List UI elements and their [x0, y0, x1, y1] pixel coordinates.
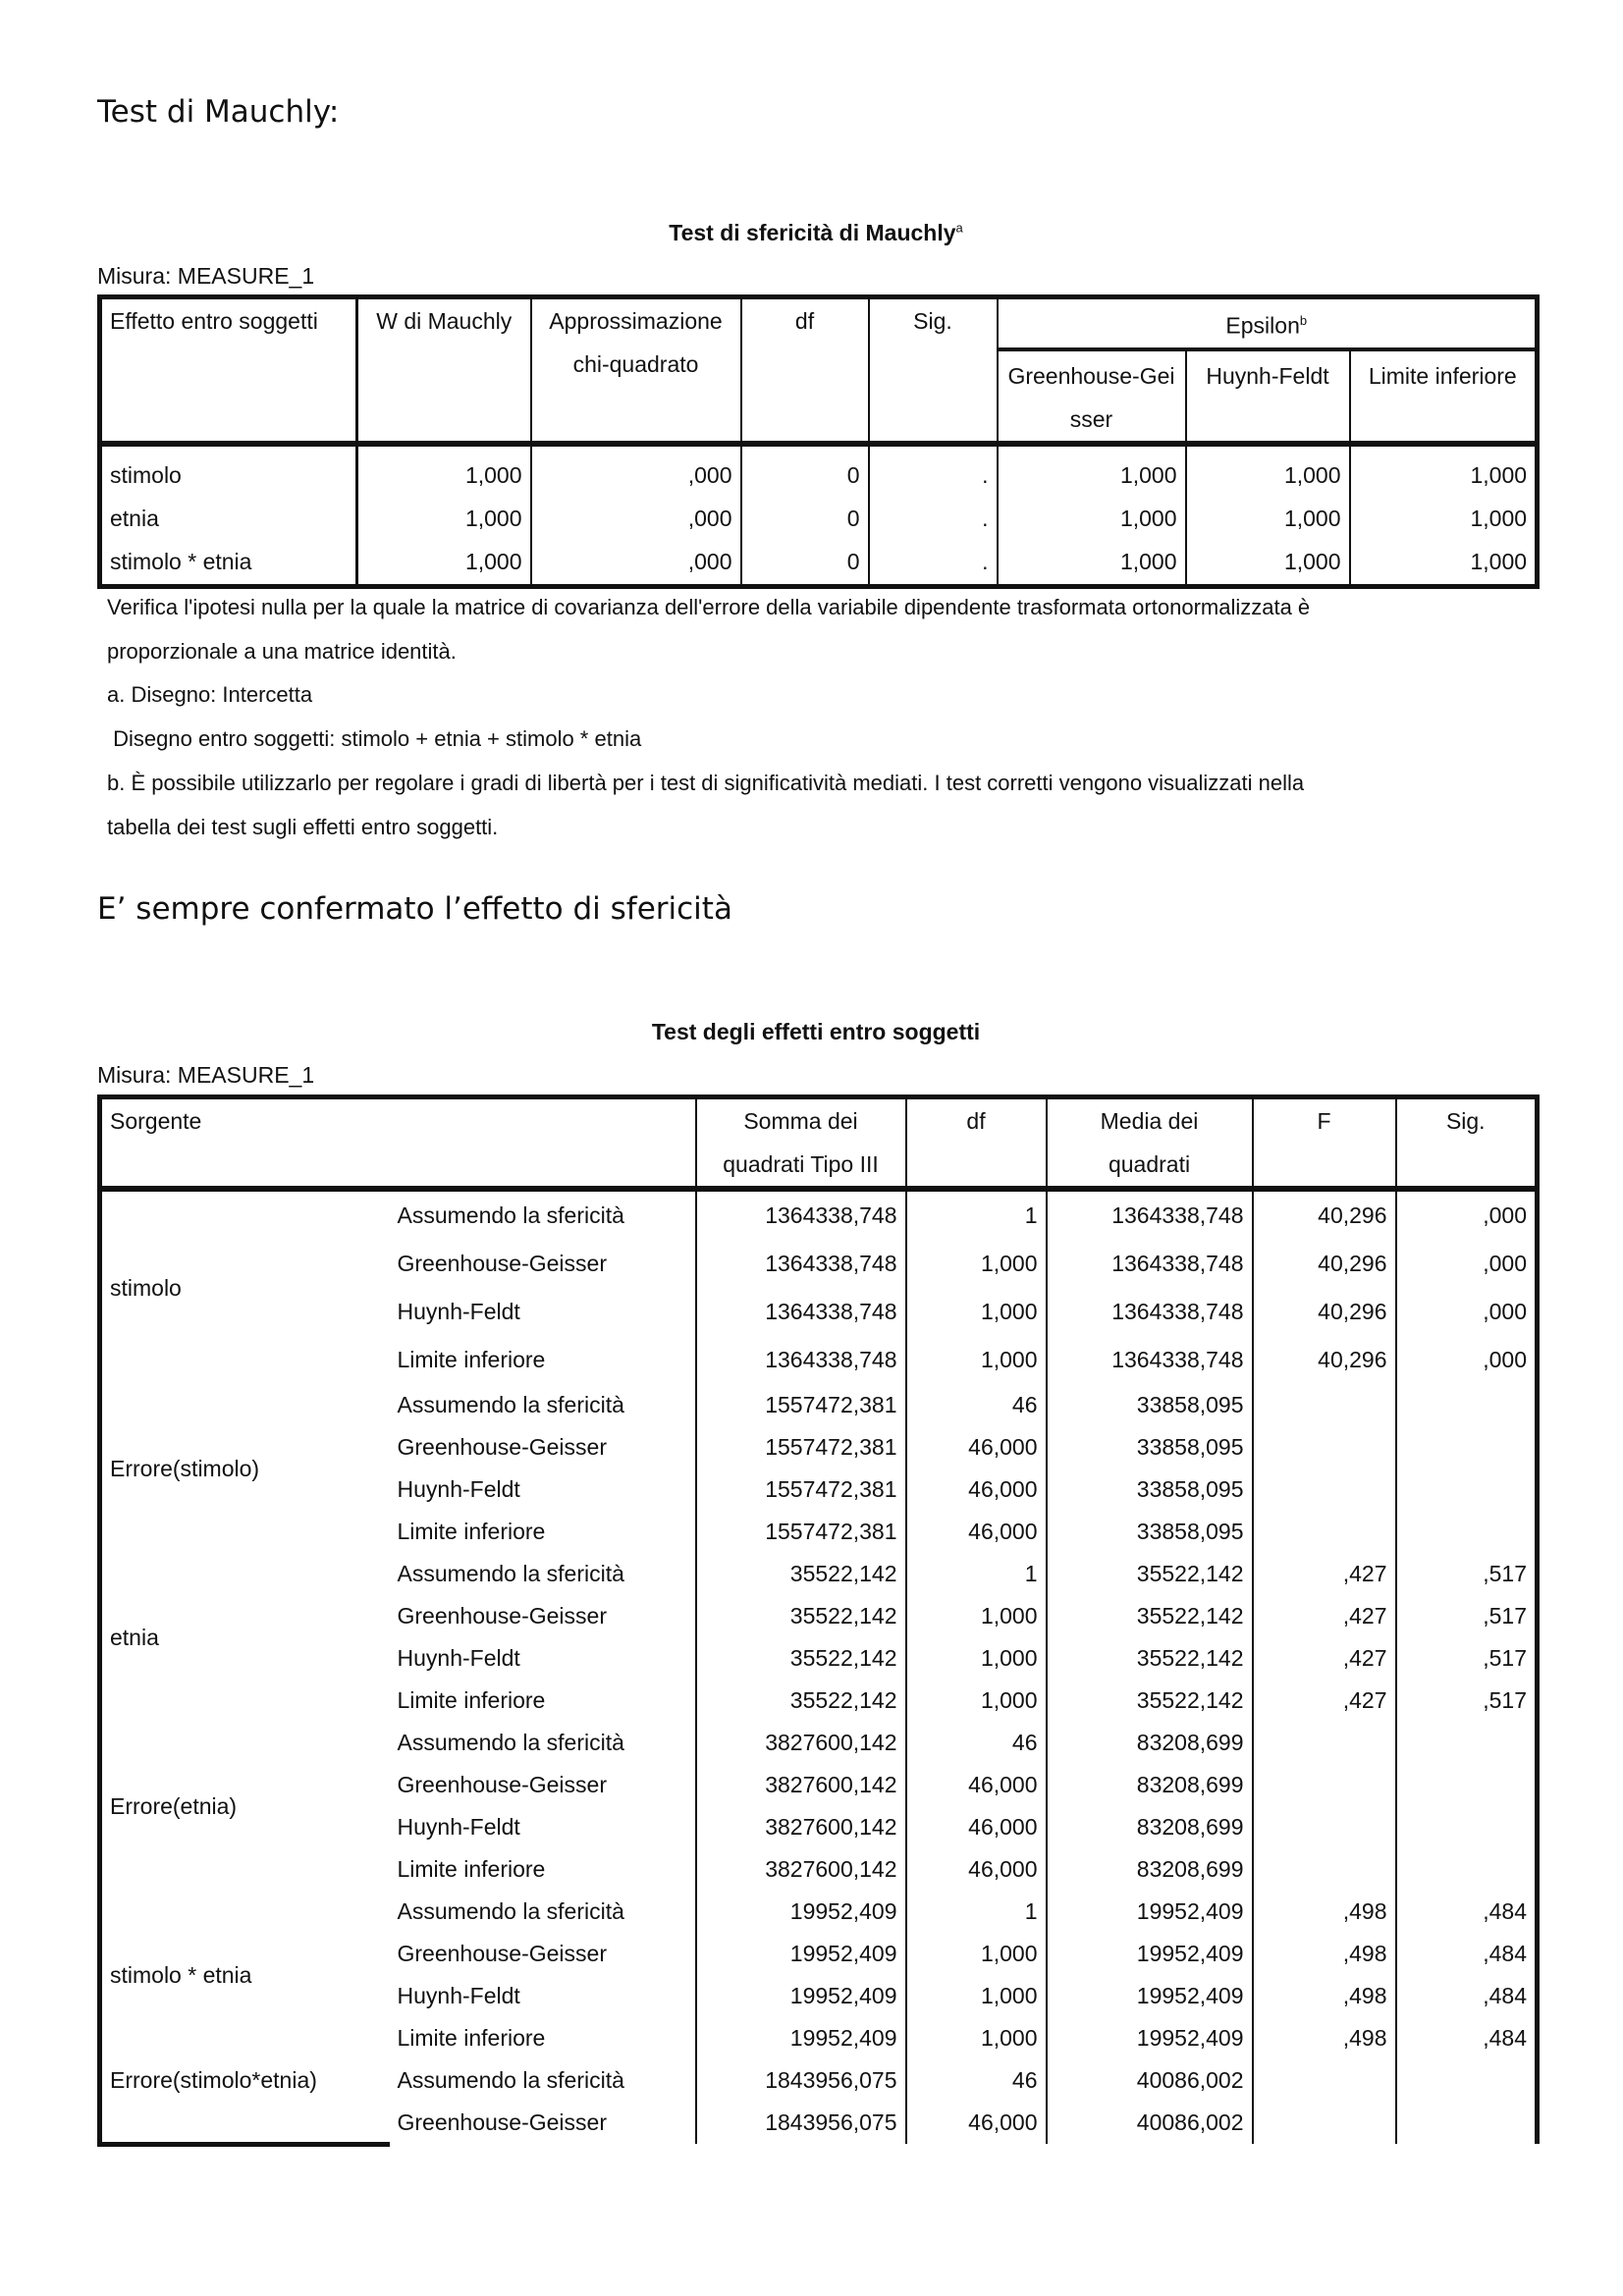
cell-ms: 19952,409 — [1047, 1933, 1253, 1975]
cell-f — [1253, 2102, 1396, 2144]
footnote-marker: b — [1299, 313, 1308, 328]
cell-sig — [1396, 1764, 1538, 1806]
cell-ms: 35522,142 — [1047, 1595, 1253, 1637]
correction-label: Huynh-Feldt — [397, 1983, 520, 2008]
correction-label: Limite inferiore — [397, 1687, 546, 1713]
cell-df: 1 — [906, 1189, 1047, 1240]
cell-df: 1,000 — [906, 1595, 1047, 1637]
cell-df: 0 — [741, 541, 869, 587]
cell-ss: 1557472,381 — [696, 1426, 906, 1468]
correction-label: Greenhouse-Geisser — [397, 1251, 607, 1276]
cell-ms: 83208,699 — [1047, 1722, 1253, 1764]
header-sig: Sig. — [869, 297, 998, 444]
cell-ms: 40086,002 — [1047, 2059, 1253, 2102]
table-row — [100, 1553, 1538, 1595]
cell-chi: ,000 — [531, 444, 741, 498]
table-row — [100, 2059, 1538, 2102]
cell-ss: 3827600,142 — [696, 1764, 906, 1806]
correction-label: Limite inferiore — [397, 2025, 546, 2051]
cell-chi: ,000 — [531, 541, 741, 587]
mauchly-measure-label: Misura: MEASURE_1 — [97, 263, 315, 289]
cell-w: 1,000 — [357, 541, 531, 587]
header-chi: Approssimazione chi-quadrato — [531, 297, 741, 444]
cell-f — [1253, 1848, 1396, 1891]
table-row — [100, 1189, 1538, 1240]
correction-label: Huynh-Feldt — [397, 1299, 520, 1324]
cell-sig: ,000 — [1396, 1336, 1538, 1384]
cell-effect: stimolo * etnia — [100, 541, 357, 587]
cell-sig: . — [869, 498, 998, 541]
cell-ms: 1364338,748 — [1047, 1336, 1253, 1384]
footnote-line: Verifica l'ipotesi nulla per la quale la matrice di covarianza dell'errore della variabile dipendente trasformata ortonormalizzata è — [107, 595, 1311, 619]
source-label: Errore(stimolo) — [110, 1455, 260, 1481]
source-label: stimolo * etnia — [110, 1961, 252, 1988]
correction-label: Assumendo la sfericità — [397, 1561, 624, 1586]
footnote-line: Disegno entro soggetti: stimolo + etnia + stimolo * etnia — [107, 726, 642, 752]
correction-label: Assumendo la sfericità — [397, 1392, 624, 1417]
mauchly-table-title — [97, 220, 1535, 246]
cell-f — [1253, 1468, 1396, 1511]
mauchly-title-text: Test di sfericità di Mauchly — [669, 220, 956, 245]
cell-ss: 1364338,748 — [696, 1288, 906, 1336]
cell-li: 1,000 — [1350, 444, 1538, 498]
cell-sig — [1396, 1468, 1538, 1511]
cell-ms: 33858,095 — [1047, 1384, 1253, 1426]
cell-gg: 1,000 — [998, 498, 1186, 541]
header-ss: Somma dei quadrati Tipo III — [696, 1097, 906, 1190]
header-df: df — [906, 1097, 1047, 1190]
cell-sig — [1396, 2059, 1538, 2102]
cell-df: 0 — [741, 498, 869, 541]
cell-sig: ,000 — [1396, 1240, 1538, 1288]
cell-li: 1,000 — [1350, 541, 1538, 587]
cell-sig — [1396, 1384, 1538, 1426]
cell-df: 1,000 — [906, 1680, 1047, 1722]
header-w: W di Mauchly — [357, 297, 531, 444]
cell-ms: 1364338,748 — [1047, 1189, 1253, 1240]
cell-df: 46,000 — [906, 1764, 1047, 1806]
cell-ss: 35522,142 — [696, 1553, 906, 1595]
source-label: stimolo — [110, 1274, 182, 1301]
cell-df: 1,000 — [906, 1288, 1047, 1336]
correction-label: Greenhouse-Geisser — [397, 1603, 607, 1629]
correction-label: Greenhouse-Geisser — [397, 1772, 607, 1797]
cell-sig — [1396, 1511, 1538, 1553]
cell-hf: 1,000 — [1186, 541, 1350, 587]
correction-label: Limite inferiore — [397, 1347, 546, 1372]
cell-df: 46 — [906, 2059, 1047, 2102]
correction-label: Limite inferiore — [397, 1856, 546, 1882]
cell-ss: 1364338,748 — [696, 1240, 906, 1288]
cell-df: 46,000 — [906, 1806, 1047, 1848]
source-label: Errore(stimolo*etnia) — [100, 2059, 390, 2144]
cell-f: ,427 — [1253, 1637, 1396, 1680]
cell-f — [1253, 1511, 1396, 1553]
cell-ss: 19952,409 — [696, 1933, 906, 1975]
cell-ms: 33858,095 — [1047, 1511, 1253, 1553]
correction-label: Huynh-Feldt — [397, 1476, 520, 1502]
correction-label: Limite inferiore — [397, 1519, 546, 1544]
cell-sig: . — [869, 541, 998, 587]
cell-ms: 1364338,748 — [1047, 1288, 1253, 1336]
table-row — [100, 1384, 1538, 1426]
cell-hf: 1,000 — [1186, 444, 1350, 498]
cell-effect: stimolo — [100, 444, 357, 498]
cell-sig: ,000 — [1396, 1288, 1538, 1336]
table-row — [100, 1722, 1538, 1764]
cell-ss: 1364338,748 — [696, 1189, 906, 1240]
epsilon-text: Epsilon — [1225, 312, 1300, 339]
header-ms: Media dei quadrati — [1047, 1097, 1253, 1190]
cell-df: 1,000 — [906, 1933, 1047, 1975]
cell-sig: ,000 — [1396, 1189, 1538, 1240]
cell-ms: 33858,095 — [1047, 1426, 1253, 1468]
cell-ss: 35522,142 — [696, 1637, 906, 1680]
effects-table-title: Test degli effetti entro soggetti — [651, 1019, 981, 1044]
cell-ms: 83208,699 — [1047, 1764, 1253, 1806]
cell-ms: 19952,409 — [1047, 1975, 1253, 2017]
cell-sig — [1396, 1426, 1538, 1468]
correction-label: Greenhouse-Geisser — [397, 1941, 607, 1966]
cell-f: ,427 — [1253, 1680, 1396, 1722]
cell-sig — [1396, 1806, 1538, 1848]
source-label: etnia — [110, 1624, 159, 1650]
cell-f: ,498 — [1253, 1891, 1396, 1933]
table-row — [100, 444, 1538, 498]
correction-label: Huynh-Feldt — [397, 1814, 520, 1840]
cell-sig: . — [869, 444, 998, 498]
cell-df: 46,000 — [906, 2102, 1047, 2144]
cell-ss: 1557472,381 — [696, 1468, 906, 1511]
cell-f: 40,296 — [1253, 1240, 1396, 1288]
correction-label: Assumendo la sfericità — [397, 1898, 624, 1924]
table-row — [100, 541, 1538, 587]
cell-ss: 3827600,142 — [696, 1848, 906, 1891]
header-epsilon — [998, 297, 1538, 349]
cell-ms: 19952,409 — [1047, 1891, 1253, 1933]
cell-df: 46 — [906, 1384, 1047, 1426]
cell-df: 46 — [906, 1722, 1047, 1764]
cell-li: 1,000 — [1350, 498, 1538, 541]
cell-sig: ,517 — [1396, 1595, 1538, 1637]
table-row — [100, 1891, 1538, 1933]
cell-df: 46,000 — [906, 1511, 1047, 1553]
cell-sig: ,484 — [1396, 1933, 1538, 1975]
cell-f: ,427 — [1253, 1553, 1396, 1595]
cell-chi: ,000 — [531, 498, 741, 541]
footnote-line: a. Disegno: Intercetta — [107, 682, 313, 708]
header-gg: Greenhouse-Geisser — [998, 349, 1186, 444]
header-source: Sorgente — [100, 1097, 696, 1190]
footnote-marker: a — [955, 220, 963, 236]
cell-sig: ,484 — [1396, 1891, 1538, 1933]
cell-f: ,498 — [1253, 1975, 1396, 2017]
correction-label: Assumendo la sfericità — [397, 1202, 624, 1228]
footnote-line: tabella dei test sugli effetti entro soggetti. — [107, 814, 499, 839]
cell-ss: 1843956,075 — [696, 2059, 906, 2102]
cell-effect: etnia — [100, 498, 357, 541]
cell-ss: 35522,142 — [696, 1595, 906, 1637]
cell-df: 1,000 — [906, 1975, 1047, 2017]
cell-ss: 1843956,075 — [696, 2102, 906, 2144]
cell-df: 46,000 — [906, 1426, 1047, 1468]
cell-df: 46,000 — [906, 1848, 1047, 1891]
header-f: F — [1253, 1097, 1396, 1190]
header-effect: Effetto entro soggetti — [100, 297, 357, 444]
cell-df: 1,000 — [906, 1240, 1047, 1288]
cell-ms: 35522,142 — [1047, 1680, 1253, 1722]
cell-df: 1 — [906, 1891, 1047, 1933]
correction-label: Greenhouse-Geisser — [397, 1434, 607, 1460]
cell-df: 0 — [741, 444, 869, 498]
cell-w: 1,000 — [357, 498, 531, 541]
table-row — [100, 498, 1538, 541]
correction-label: Assumendo la sfericità — [397, 2067, 624, 2093]
cell-df: 1,000 — [906, 1637, 1047, 1680]
cell-hf: 1,000 — [1186, 498, 1350, 541]
cell-ss: 19952,409 — [696, 1975, 906, 2017]
cell-ms: 33858,095 — [1047, 1468, 1253, 1511]
cell-f — [1253, 1722, 1396, 1764]
cell-sig: ,517 — [1396, 1680, 1538, 1722]
cell-f — [1253, 1764, 1396, 1806]
cell-sig: ,517 — [1396, 1553, 1538, 1595]
cell-ss: 1557472,381 — [696, 1384, 906, 1426]
cell-df: 46,000 — [906, 1468, 1047, 1511]
section-heading-mauchly: Test di Mauchly: — [97, 94, 340, 130]
cell-sig: ,484 — [1396, 1975, 1538, 2017]
cell-gg: 1,000 — [998, 444, 1186, 498]
source-label: Errore(etnia) — [110, 1792, 238, 1819]
cell-f — [1253, 2059, 1396, 2102]
header-li: Limite inferiore — [1350, 349, 1538, 444]
cell-ms: 35522,142 — [1047, 1637, 1253, 1680]
cell-f — [1253, 1806, 1396, 1848]
cell-ms: 40086,002 — [1047, 2102, 1253, 2144]
mauchly-table — [97, 294, 1540, 589]
cell-ss: 19952,409 — [696, 2017, 906, 2059]
cell-df: 1,000 — [906, 2017, 1047, 2059]
cell-ss: 1557472,381 — [696, 1511, 906, 1553]
cell-f: 40,296 — [1253, 1288, 1396, 1336]
cell-sig: ,484 — [1396, 2017, 1538, 2059]
cell-df: 1 — [906, 1553, 1047, 1595]
cell-ss: 1364338,748 — [696, 1336, 906, 1384]
cell-ss: 3827600,142 — [696, 1806, 906, 1848]
header-df: df — [741, 297, 869, 444]
cell-f — [1253, 1384, 1396, 1426]
cell-f: ,498 — [1253, 2017, 1396, 2059]
correction-label: Assumendo la sfericità — [397, 1730, 624, 1755]
cell-sig — [1396, 1722, 1538, 1764]
cell-ss: 19952,409 — [696, 1891, 906, 1933]
effects-measure-label: Misura: MEASURE_1 — [97, 1062, 315, 1088]
footnote-line: proporzionale a una matrice identità. — [107, 638, 457, 664]
correction-label: Huynh-Feldt — [397, 1645, 520, 1671]
cell-f: 40,296 — [1253, 1336, 1396, 1384]
cell-ms: 35522,142 — [1047, 1553, 1253, 1595]
cell-ms: 83208,699 — [1047, 1848, 1253, 1891]
cell-w: 1,000 — [357, 444, 531, 498]
correction-label: Greenhouse-Geisser — [397, 2109, 607, 2135]
section-heading-sphericity: E’ sempre confermato l’effetto di sfericità — [97, 891, 732, 927]
cell-f: 40,296 — [1253, 1189, 1396, 1240]
footnote-line: b. È possibile utilizzarlo per regolare i gradi di libertà per i test di significatività mediati. I test corretti vengono visualizzati nella — [107, 770, 1305, 795]
cell-sig: ,517 — [1396, 1637, 1538, 1680]
cell-f: ,498 — [1253, 1933, 1396, 1975]
cell-ss: 3827600,142 — [696, 1722, 906, 1764]
cell-ms: 19952,409 — [1047, 2017, 1253, 2059]
header-sig: Sig. — [1396, 1097, 1538, 1190]
cell-ms: 1364338,748 — [1047, 1240, 1253, 1288]
cell-df: 1,000 — [906, 1336, 1047, 1384]
cell-f: ,427 — [1253, 1595, 1396, 1637]
cell-gg: 1,000 — [998, 541, 1186, 587]
header-hf: Huynh-Feldt — [1186, 349, 1350, 444]
cell-ms: 83208,699 — [1047, 1806, 1253, 1848]
cell-sig — [1396, 2102, 1538, 2144]
cell-sig — [1396, 1848, 1538, 1891]
cell-ss: 35522,142 — [696, 1680, 906, 1722]
cell-f — [1253, 1426, 1396, 1468]
effects-table — [97, 1095, 1540, 2147]
